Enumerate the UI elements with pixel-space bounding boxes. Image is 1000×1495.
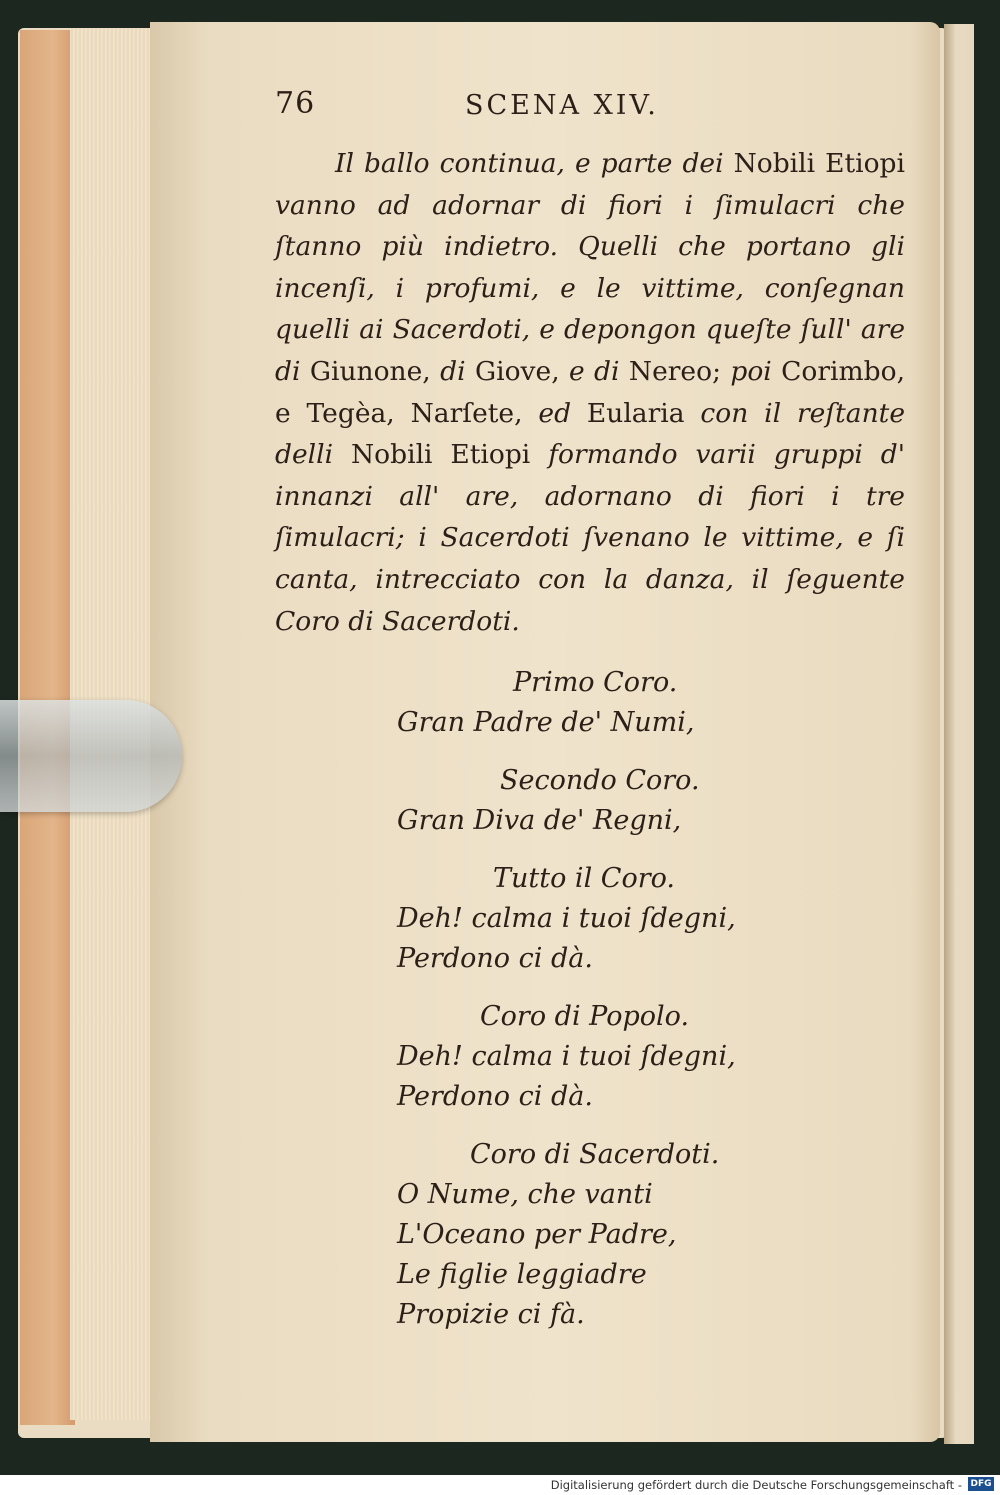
chorus-speaker: Coro di Popolo. (480, 1001, 690, 1033)
verse-line: Gran Diva de' Regni, (397, 805, 682, 837)
verse-gap (275, 742, 905, 760)
stage-direction-part: formando varii gruppi d' innanzi all' are, adornano di fiori i tre ſimulacri; i Sacerdoti ſvenano le vittime, e ſi canta, intrecciato con la danza, il ſeguente Coro di Sacerdoti. (275, 439, 905, 637)
footer-credit-bar (0, 1475, 1000, 1495)
page-text (275, 75, 905, 1334)
stage-direction-part: Eularia (586, 397, 685, 429)
chorus-speaker: Secondo Coro. (500, 765, 700, 797)
stage-direction-part: e di (559, 355, 629, 387)
stage-direction-part: Il ballo continua, e parte dei (335, 148, 734, 179)
page-holder-clip (0, 700, 182, 812)
stage-direction-part: vanno ad adornar di fiori i ſimulacri che ſtanno più indietro. Quelli che portano gli incenſi, i profumi, e le vittime, conſegnan quelli ai Sacerdoti, e depongon queſte ſull' are di (275, 189, 905, 387)
chorus-speaker: Tutto il Coro. (493, 863, 675, 895)
facing-page-edge (944, 24, 974, 1444)
dfg-logo: DFG (968, 1477, 994, 1491)
verse-line: O Nume, che vanti (397, 1179, 653, 1211)
stage-direction (275, 143, 905, 642)
stage-direction-part: Nobili Etiopi (733, 148, 905, 179)
verse-line: Deh! calma i tuoi ſdegni, (397, 903, 736, 935)
stage-direction-part: Nobili Etiopi (350, 439, 531, 471)
running-head: SCENA XIV. (465, 90, 659, 121)
verse-line: L'Oceano per Padre, (397, 1219, 677, 1251)
verse-line: Perdono ci dà. (397, 1081, 593, 1113)
stage-direction-part: di (430, 355, 475, 387)
stage-direction-part: Giove, (474, 355, 560, 387)
stage-direction-part: Corimbo, e Tegèa, Narſete, (275, 355, 905, 429)
verse-line: Le figlie leggiadre (397, 1259, 647, 1291)
verse-line: Perdono ci dà. (397, 943, 593, 975)
page-number: 76 (275, 86, 316, 121)
stage-direction-part: con il reſtante delli (275, 397, 906, 471)
verse-gap (275, 1116, 905, 1134)
stage-direction-part: Nereo; (628, 355, 721, 387)
page-header (275, 75, 905, 125)
verse-line: Deh! calma i tuoi ſdegni, (397, 1041, 736, 1073)
stage-direction-part: ed (522, 397, 587, 429)
verse-line: Gran Padre de' Numi, (397, 707, 695, 739)
verse-line: Propizie ci fà. (397, 1299, 585, 1331)
chorus-verses (275, 662, 905, 1334)
chorus-speaker: Primo Coro. (513, 667, 678, 699)
verse-gap (275, 840, 905, 858)
verse-gap (275, 978, 905, 996)
chorus-speaker: Coro di Sacerdoti. (470, 1139, 720, 1171)
stage-direction-part: Giunone, (309, 355, 431, 387)
footer-credit: Digitalisierung gefördert durch die Deutsche Forschungsgemeinschaft - (550, 1478, 962, 1492)
stage-direction-part: poi (721, 355, 782, 387)
